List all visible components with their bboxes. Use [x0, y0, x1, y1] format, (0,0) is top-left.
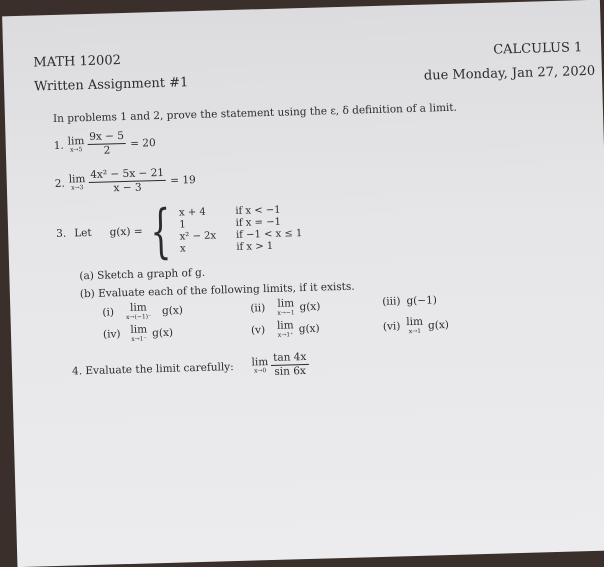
- case-1-expr: x + 4: [178, 206, 206, 218]
- limit-iii: [382, 294, 437, 308]
- limit-op: [406, 317, 423, 335]
- numerator: tan 4x: [271, 352, 309, 366]
- limit-label: (i): [102, 306, 115, 319]
- numerator: 4x² − 5x − 21: [88, 168, 166, 183]
- limit-label: (ii): [250, 301, 266, 315]
- denominator: 2: [103, 144, 111, 157]
- case-4-expr: x: [179, 242, 186, 254]
- case-2-cond: if x = −1: [235, 216, 282, 229]
- limit-ii: [250, 298, 320, 317]
- limit-op: [277, 320, 294, 338]
- problem-4-text: 4. Evaluate the limit carefully:: [71, 360, 234, 378]
- lim-subscript: x→1⁻: [131, 334, 147, 343]
- case-2-expr: 1: [179, 218, 186, 230]
- limit-iv: [103, 324, 173, 343]
- function-name: g(x) =: [109, 225, 143, 239]
- problem-1: [53, 130, 156, 158]
- lim-word: lim: [68, 172, 86, 186]
- problem-2-rhs: = 19: [170, 173, 196, 187]
- lim-subscript: x→1⁺: [277, 330, 294, 339]
- lim-subscript: x→5: [70, 146, 83, 154]
- problem-4-fraction: [271, 352, 309, 378]
- part-a: (a) Sketch a graph of g.: [79, 266, 206, 283]
- denominator: x − 3: [113, 181, 142, 195]
- due-date: due Monday, Jan 27, 2020: [423, 63, 596, 84]
- part-b: (b) Evaluate each of the following limits, if it exists.: [79, 280, 355, 301]
- limit-fn: g(x): [298, 322, 320, 335]
- lim-word: lim: [129, 301, 147, 314]
- limit-op: [130, 324, 147, 342]
- problem-4-limit: [251, 357, 268, 375]
- limit-fn: g(x): [152, 326, 174, 340]
- instructions: In problems 1 and 2, prove the statement using the ε, δ definition of a limit.: [52, 101, 458, 125]
- limit-op: [126, 302, 152, 320]
- problem-1-limit: [68, 136, 85, 154]
- problem-1-rhs: = 20: [130, 136, 156, 150]
- problem-2: [54, 167, 196, 196]
- limit-label: (v): [250, 323, 266, 337]
- lim-word: lim: [251, 355, 269, 369]
- lim-subscript: x→(−1)⁻: [126, 312, 152, 321]
- course-subject: CALCULUS 1: [493, 40, 583, 58]
- problem-2-number: 2.: [54, 177, 65, 190]
- denominator: sin 6x: [274, 365, 307, 378]
- lim-subscript: x→−1: [277, 308, 295, 317]
- limit-i: [102, 301, 183, 321]
- lim-word: lim: [67, 134, 85, 148]
- problem-3-number: 3.: [56, 227, 67, 240]
- piecewise-cases: [179, 204, 303, 254]
- lim-word: lim: [277, 297, 295, 310]
- problem-3: [55, 196, 303, 266]
- numerator: 9x − 5: [87, 131, 126, 145]
- worksheet-page: [2, 0, 604, 567]
- lim-word: lim: [130, 323, 148, 336]
- limit-fn: g(x): [299, 300, 321, 313]
- lim-word: lim: [276, 319, 294, 332]
- limit-fn: g(−1): [406, 294, 438, 308]
- problem-4: [72, 352, 309, 384]
- limit-op: [277, 298, 295, 316]
- limit-vi: [383, 316, 449, 335]
- lim-word: lim: [406, 315, 424, 329]
- lim-subscript: x→0: [253, 367, 267, 375]
- case-3-cond: if −1 < x ≤ 1: [235, 227, 303, 241]
- problem-1-number: 1.: [53, 139, 64, 152]
- limit-v: [251, 320, 320, 339]
- assignment-title: Written Assignment #1: [33, 75, 189, 95]
- lim-subscript: x→3: [71, 184, 84, 192]
- case-1-cond: if x < −1: [235, 204, 281, 217]
- limit-label: (iii): [382, 295, 401, 308]
- lim-subscript: x→1: [408, 327, 422, 335]
- problem-2-fraction: [88, 168, 166, 195]
- case-3-expr: x² − 2x: [179, 229, 217, 242]
- problem-3-let: Let: [74, 226, 92, 240]
- course-code: MATH 12002: [33, 53, 122, 71]
- limit-label: (iv): [102, 327, 121, 341]
- case-4-cond: if x > 1: [236, 240, 274, 253]
- limit-fn: g(x): [161, 304, 184, 317]
- limit-fn: g(x): [427, 318, 450, 332]
- limit-label: (vi): [382, 320, 401, 333]
- problem-1-fraction: [87, 131, 126, 157]
- left-brace: {: [149, 196, 173, 266]
- problem-2-limit: [69, 174, 86, 192]
